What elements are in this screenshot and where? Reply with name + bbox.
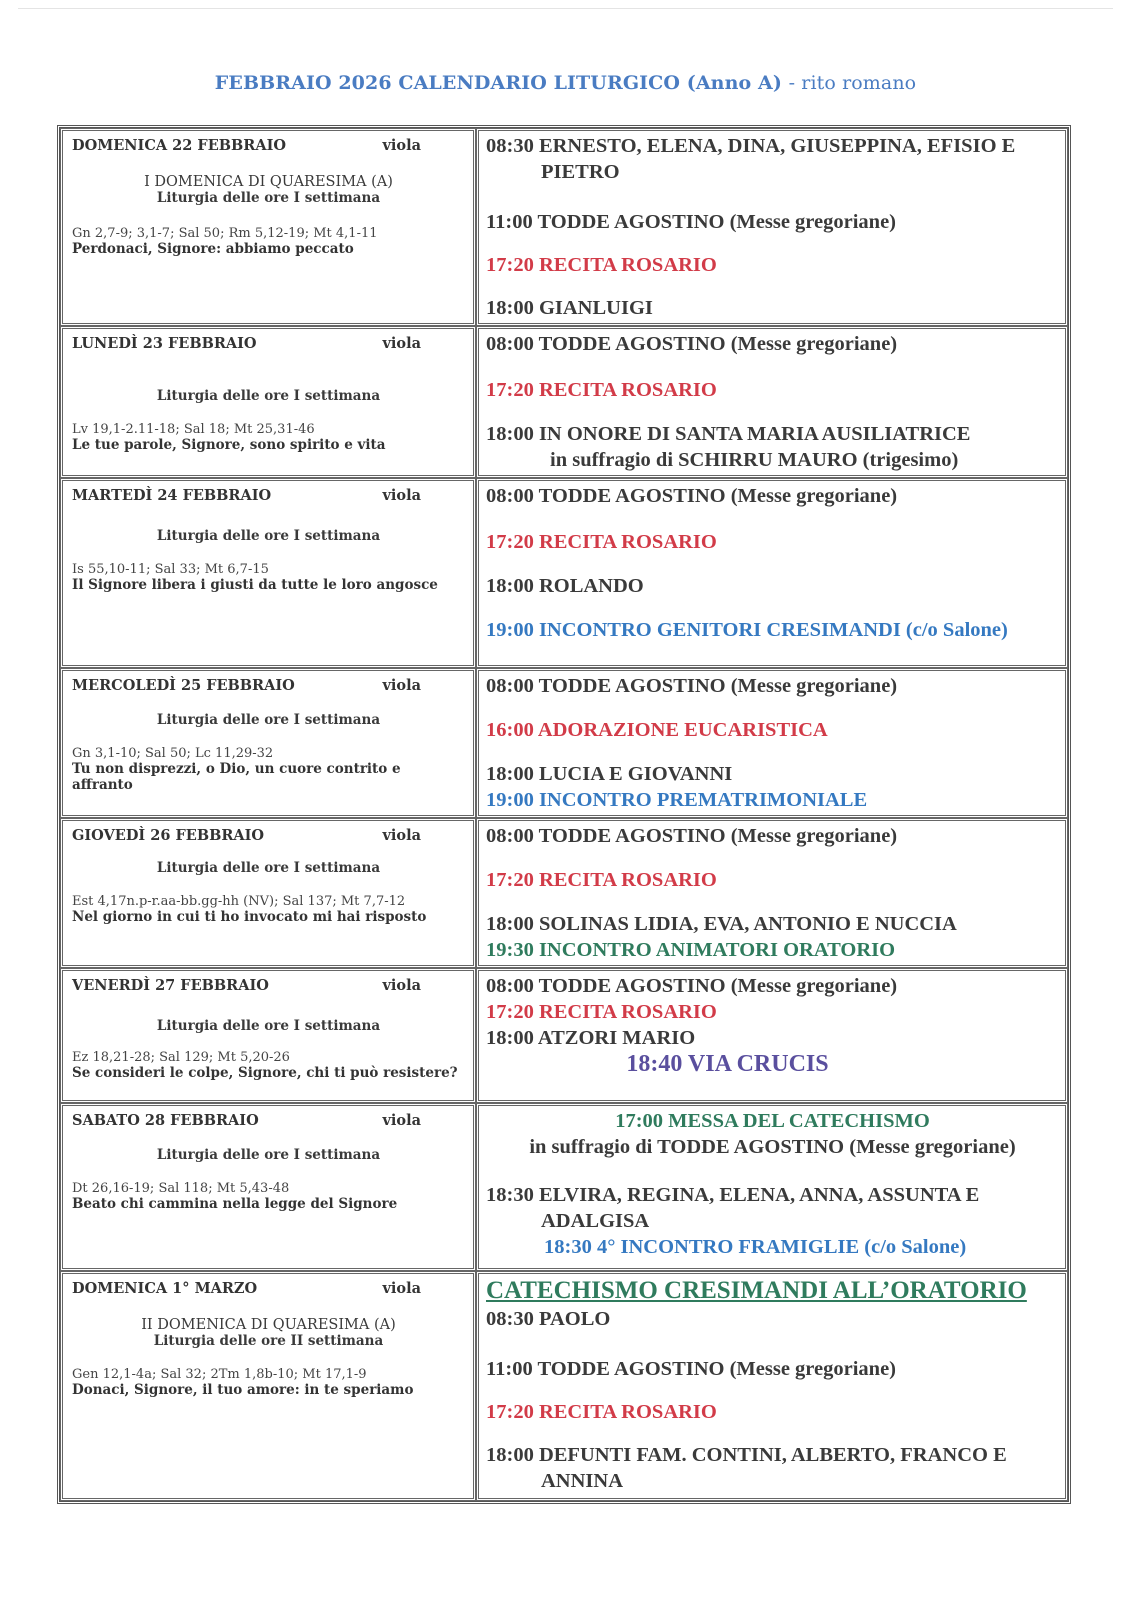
liturgy-week: Liturgia delle ore I settimana (156, 860, 381, 876)
liturgical-color: viola (382, 677, 421, 694)
readings: Gn 3,1-10; Sal 50; Lc 11,29-32 (72, 746, 274, 761)
event: 08:30 PAOLO (486, 1308, 611, 1330)
day-events-cell (476, 326, 1068, 478)
event-catechism-mass: 17:00 MESSA DEL CATECHISMO (615, 1110, 930, 1132)
event: in suffragio di TODDE AGOSTINO (Messe gregoriane) (529, 1136, 1016, 1158)
event-catechism-announcement: CATECHISMO CRESIMANDI ALL’ORATORIO (486, 1277, 1027, 1304)
readings: Ez 18,21-28; Sal 129; Mt 5,20-26 (72, 1050, 290, 1065)
title-rite: - rito romano (788, 72, 917, 94)
sunday-title: I DOMENICA DI QUARESIMA (A) (144, 174, 393, 190)
day-events-cell (476, 478, 1068, 668)
psalm-antiphon: Perdonaci, Signore: abbiamo peccato (72, 241, 354, 257)
day-row (60, 478, 1068, 668)
day-info-cell (60, 818, 476, 968)
liturgical-color: viola (382, 977, 421, 994)
liturgical-calendar-table (57, 125, 1071, 1504)
day-info-cell (60, 968, 476, 1103)
event-meeting: 19:00 INCONTRO GENITORI CRESIMANDI (c/o Salone) (486, 619, 1008, 641)
title-main: FEBBRAIO 2026 CALENDARIO LITURGICO (Anno A) (214, 72, 782, 94)
day-events-cell (476, 128, 1068, 326)
day-date: LUNEDÌ 23 FEBBRAIO (72, 335, 257, 352)
event: 08:00 TODDE AGOSTINO (Messe gregoriane) (486, 485, 898, 507)
day-events-cell (476, 968, 1068, 1103)
day-info-cell (60, 1103, 476, 1271)
psalm-antiphon: Le tue parole, Signore, sono spirito e vita (72, 437, 386, 453)
page-title (0, 72, 1131, 94)
day-row (60, 1271, 1068, 1501)
event: 08:00 TODDE AGOSTINO (Messe gregoriane) (486, 825, 898, 847)
event: 18:00 GIANLUIGI (486, 297, 653, 319)
psalm-antiphon: Beato chi cammina nella legge del Signore (72, 1196, 398, 1212)
day-events-cell (476, 668, 1068, 818)
event: 08:00 TODDE AGOSTINO (Messe gregoriane) (486, 975, 898, 997)
day-date: DOMENICA 22 FEBBRAIO (72, 137, 286, 154)
day-info-cell (60, 128, 476, 326)
event: 18:00 ATZORI MARIO (486, 1027, 696, 1049)
page-top-rule (18, 8, 1113, 9)
day-date: GIOVEDÌ 26 FEBBRAIO (72, 827, 265, 844)
readings: Gn 2,7-9; 3,1-7; Sal 50; Rm 5,12-19; Mt 4,1-11 (72, 226, 378, 241)
day-row (60, 818, 1068, 968)
readings: Gen 12,1-4a; Sal 32; 2Tm 1,8b-10; Mt 17,1-9 (72, 1367, 367, 1382)
event-rosary: 17:20 RECITA ROSARIO (486, 531, 717, 553)
event-rosary: 17:20 RECITA ROSARIO (486, 869, 717, 891)
psalm-antiphon: Nel giorno in cui ti ho invocato mi hai risposto (72, 909, 427, 925)
event-meeting: 19:30 INCONTRO ANIMATORI ORATORIO (486, 939, 896, 961)
liturgy-week: Liturgia delle ore I settimana (156, 528, 381, 544)
liturgy-week: Liturgia delle ore I settimana (156, 712, 381, 728)
event-adoration: 16:00 ADORAZIONE EUCARISTICA (486, 719, 828, 741)
day-info-cell (60, 326, 476, 478)
event-via-crucis: 18:40 VIA CRUCIS (626, 1051, 829, 1077)
day-info-cell (60, 1271, 476, 1501)
event-rosary: 17:20 RECITA ROSARIO (486, 379, 717, 401)
liturgical-color: viola (382, 1280, 421, 1297)
psalm-antiphon: Se consideri le colpe, Signore, chi ti può resistere? (72, 1065, 458, 1081)
event: 18:00 ROLANDO (486, 575, 644, 597)
day-row (60, 128, 1068, 326)
day-events-cell (476, 1271, 1068, 1501)
liturgy-week: Liturgia delle ore I settimana (156, 190, 381, 206)
liturgical-color: viola (382, 487, 421, 504)
psalm-antiphon: Tu non disprezzi, o Dio, un cuore contrito e affranto (72, 761, 401, 793)
liturgical-color: viola (382, 137, 421, 154)
event: 18:00 SOLINAS LIDIA, EVA, ANTONIO E NUCCIA (486, 913, 957, 935)
day-info-cell (60, 668, 476, 818)
liturgy-week: Liturgia delle ore I settimana (156, 388, 381, 404)
day-info-cell (60, 478, 476, 668)
readings: Is 55,10-11; Sal 33; Mt 6,7-15 (72, 562, 269, 577)
day-date: MERCOLEDÌ 25 FEBBRAIO (72, 677, 295, 694)
day-date: MARTEDÌ 24 FEBBRAIO (72, 487, 272, 504)
event: 08:00 TODDE AGOSTINO (Messe gregoriane) (486, 675, 898, 697)
event: 08:00 TODDE AGOSTINO (Messe gregoriane) (486, 333, 898, 355)
day-row (60, 326, 1068, 478)
event: 18:00 LUCIA E GIOVANNI (486, 763, 733, 785)
event-rosary: 17:20 RECITA ROSARIO (486, 1001, 717, 1023)
readings: Est 4,17n.p-r.aa-bb.gg-hh (NV); Sal 137; Mt 7,7-12 (72, 894, 406, 909)
liturgical-color: viola (382, 335, 421, 352)
event: 08:30 ERNESTO, ELENA, DINA, GIUSEPPINA, EFISIO E PIETRO (486, 135, 1016, 183)
liturgical-color: viola (382, 827, 421, 844)
liturgical-color: viola (382, 1112, 421, 1129)
day-date: VENERDÌ 27 FEBBRAIO (72, 977, 269, 994)
day-events-cell (476, 1103, 1068, 1271)
day-row (60, 968, 1068, 1103)
sunday-title: II DOMENICA DI QUARESIMA (A) (141, 1317, 396, 1333)
day-events-cell (476, 818, 1068, 968)
liturgy-week: Liturgia delle ore II settimana (153, 1333, 384, 1349)
readings: Dt 26,16-19; Sal 118; Mt 5,43-48 (72, 1181, 290, 1196)
readings: Lv 19,1-2.11-18; Sal 18; Mt 25,31-46 (72, 422, 315, 437)
psalm-antiphon: Il Signore libera i giusti da tutte le loro angosce (72, 577, 438, 593)
event-meeting: 19:00 INCONTRO PREMATRIMONIALE (486, 789, 868, 811)
event: 11:00 TODDE AGOSTINO (Messe gregoriane) (486, 211, 896, 233)
liturgy-week: Liturgia delle ore I settimana (156, 1018, 381, 1034)
day-date: DOMENICA 1° MARZO (72, 1280, 258, 1297)
day-row (60, 668, 1068, 818)
event-meeting: 18:30 4° INCONTRO FRAMIGLIE (c/o Salone) (544, 1236, 967, 1258)
event: 18:00 DEFUNTI FAM. CONTINI, ALBERTO, FRANCO E ANNINA (486, 1444, 1007, 1492)
day-date: SABATO 28 FEBBRAIO (72, 1112, 259, 1129)
event: 18:30 ELVIRA, REGINA, ELENA, ANNA, ASSUNTA E ADALGISA (486, 1184, 980, 1232)
event-rosary: 17:20 RECITA ROSARIO (486, 254, 717, 276)
liturgy-week: Liturgia delle ore I settimana (156, 1147, 381, 1163)
event: 18:00 IN ONORE DI SANTA MARIA AUSILIATRICE in suffragio di SCHIRRU MAURO (trigesimo) (486, 423, 971, 471)
event-rosary: 17:20 RECITA ROSARIO (486, 1401, 717, 1423)
event: 11:00 TODDE AGOSTINO (Messe gregoriane) (486, 1358, 896, 1380)
psalm-antiphon: Donaci, Signore, il tuo amore: in te speriamo (72, 1382, 414, 1398)
day-row (60, 1103, 1068, 1271)
